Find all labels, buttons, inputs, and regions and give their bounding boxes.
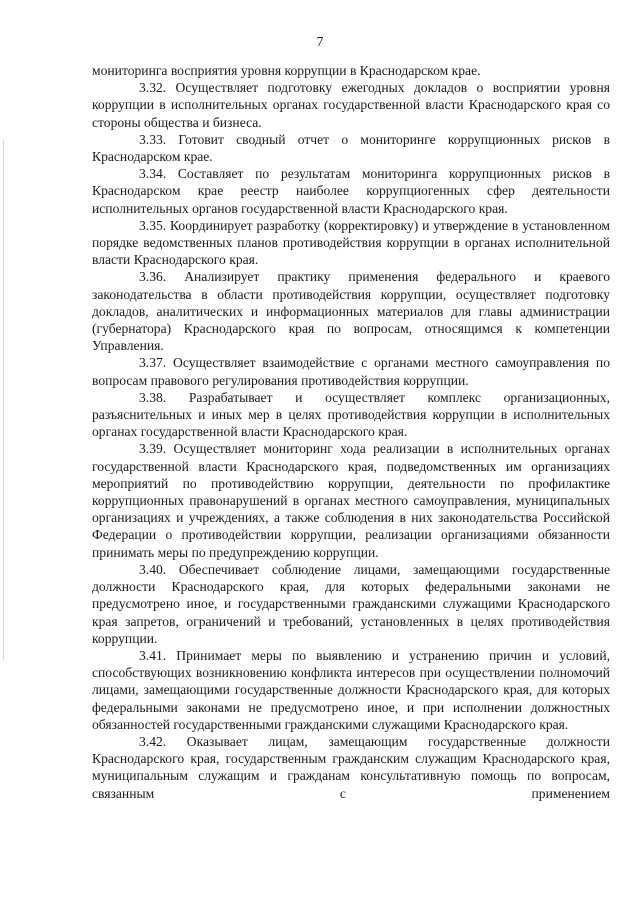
paragraph-continuation: мониторинга восприятия уровня коррупции в Краснодарском крае. bbox=[92, 63, 481, 78]
paragraph-3-32: 3.32. Осуществляет подготовку ежегодных докладов о восприятии уровня коррупции в исполнительных органах государственной власти Краснодарского края со стороны общества и бизнеса. bbox=[92, 80, 610, 130]
paragraph-3-37: 3.37. Осуществляет взаимодействие с органами местного самоуправления по вопросам правового регулирования противодействия коррупции. bbox=[92, 355, 610, 388]
paragraph-3-36: 3.36. Анализирует практику применения федерального и краевого законодательства в области противодействия коррупции, осуществляет подготовку докладов, аналитических и информационных материалов для главы администрации (губернатора) Краснодарского края по вопросам, относящимся к компетенции Управления. bbox=[92, 269, 610, 354]
paragraph-3-33: 3.33. Готовит сводный отчет о мониторинге коррупционных рисков в Краснодарском крае. bbox=[92, 131, 610, 165]
paragraph-3-38: 3.38. Разрабатывает и осуществляет комплекс организационных, разъяснительных и иных мер в целях противодействия коррупции в исполнительных органах государственной власти Краснодарского края. bbox=[92, 389, 610, 440]
paragraph-3-42: 3.42. Оказывает лицам, замещающим государственные должности Краснодарского края, государственным гражданским служащим Краснодарского края, муниципальным служащим и гражданам консультативную помощь по вопросам, связанным с применением bbox=[92, 733, 610, 801]
paragraph-3-41: 3.41. Принимает меры по выявлению и устранению причин и условий, способствующих возникновению конфликта интересов при осуществлении полномочий лицами, замещающими государственные должности Краснодарского края, для которых федеральными законами не предусмотрено иное, и при исполнении должностных обязанностей государственными гражданскими служащими Краснодарского края. bbox=[92, 647, 610, 732]
document-body bbox=[92, 62, 610, 802]
scan-edge-mark bbox=[3, 140, 4, 660]
paragraph-3-35: 3.35. Координирует разработку (корректировку) и утверждение в установленном порядке ведомственных планов противодействия коррупции в органах исполнительной власти Краснодарского края. bbox=[92, 217, 610, 268]
paragraph-3-34: 3.34. Составляет по результатам мониторинга коррупционных рисков в Краснодарском крае реестр наиболее коррупциогенных сфер деятельности исполнительных органов государственной власти Краснодарского края. bbox=[92, 166, 610, 216]
paragraph-3-40: 3.40. Обеспечивает соблюдение лицами, замещающими государственные должности Краснодарского края, для которых федеральными законами не предусмотрено иное, и государственными гражданскими служащими Краснодарского края запретов, ограничений и требований, установленных в целях противодействия коррупции. bbox=[92, 561, 610, 646]
paragraph-3-39: 3.39. Осуществляет мониторинг хода реализации в исполнительных органах государственной власти Краснодарского края, подведомственных им организациях мероприятий по противодействию коррупции, деятельности по профилактике коррупционных правонарушений в органах местного самоуправления, муниципальных организациях и учреждениях, а также соблюдения в них законодательства Российской Федерации о противодействии коррупции, реализации организациями обязанности принимать меры по предупреждению коррупции. bbox=[92, 441, 610, 560]
page-number: 7 bbox=[316, 35, 324, 50]
